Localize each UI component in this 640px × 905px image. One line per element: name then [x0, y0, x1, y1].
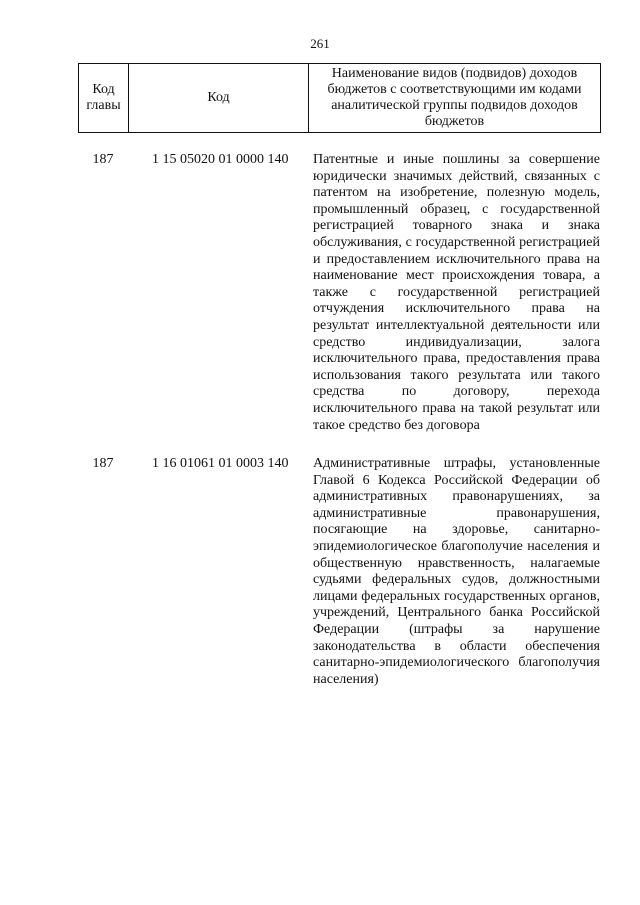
table-header: [78, 63, 601, 133]
page-number: 261: [310, 36, 330, 51]
row-name: Патентные и иные пошлины за совершение юридически значимых действий, связанных с патентом на изобретение, полезную модель, промышленный образец, с государственной регистрацией товарного знака и знака обслуживания, с государственной регистрацией и предоставлением исключительного права на наименование мест происхождения товара, а также с государственной регистрацией отчуждения исключительного права на результат интеллектуальной деятельности или средство индивидуализации, залога исключительного права, предоставления права использования такого результата или такого средства по договору, перехода исключительного права на такой результат или такое средство без договора: [313, 152, 600, 433]
header-glava: Код главы: [79, 64, 129, 133]
header-kod: Код: [129, 64, 309, 133]
row-glava: 187: [92, 152, 114, 167]
row-kod: 1 16 01061 01 0003 140: [152, 456, 289, 471]
header-name: Наименование видов (подвидов) доходов бюджетов с соответствующими им кодами аналитической группы подвидов доходов бюджетов: [309, 64, 601, 133]
row-name: Административные штрафы, установленные Главой 6 Кодекса Российской Федерации об административных правонарушениях, за административные правонарушения, посягающие на здоровье, санитарно-эпидемиологическое благополучие населения и общественную нравственность, налагаемые судьями федеральных судов, должностными лицами федеральных государственных органов, учреждений, Центрального банка Российской Федерации (штрафы за нарушение законодательства в области обеспечения санитарно-эпидемиологического благополучия населения): [313, 456, 600, 687]
row-glava: 187: [92, 456, 114, 471]
row-kod: 1 15 05020 01 0000 140: [152, 152, 289, 167]
